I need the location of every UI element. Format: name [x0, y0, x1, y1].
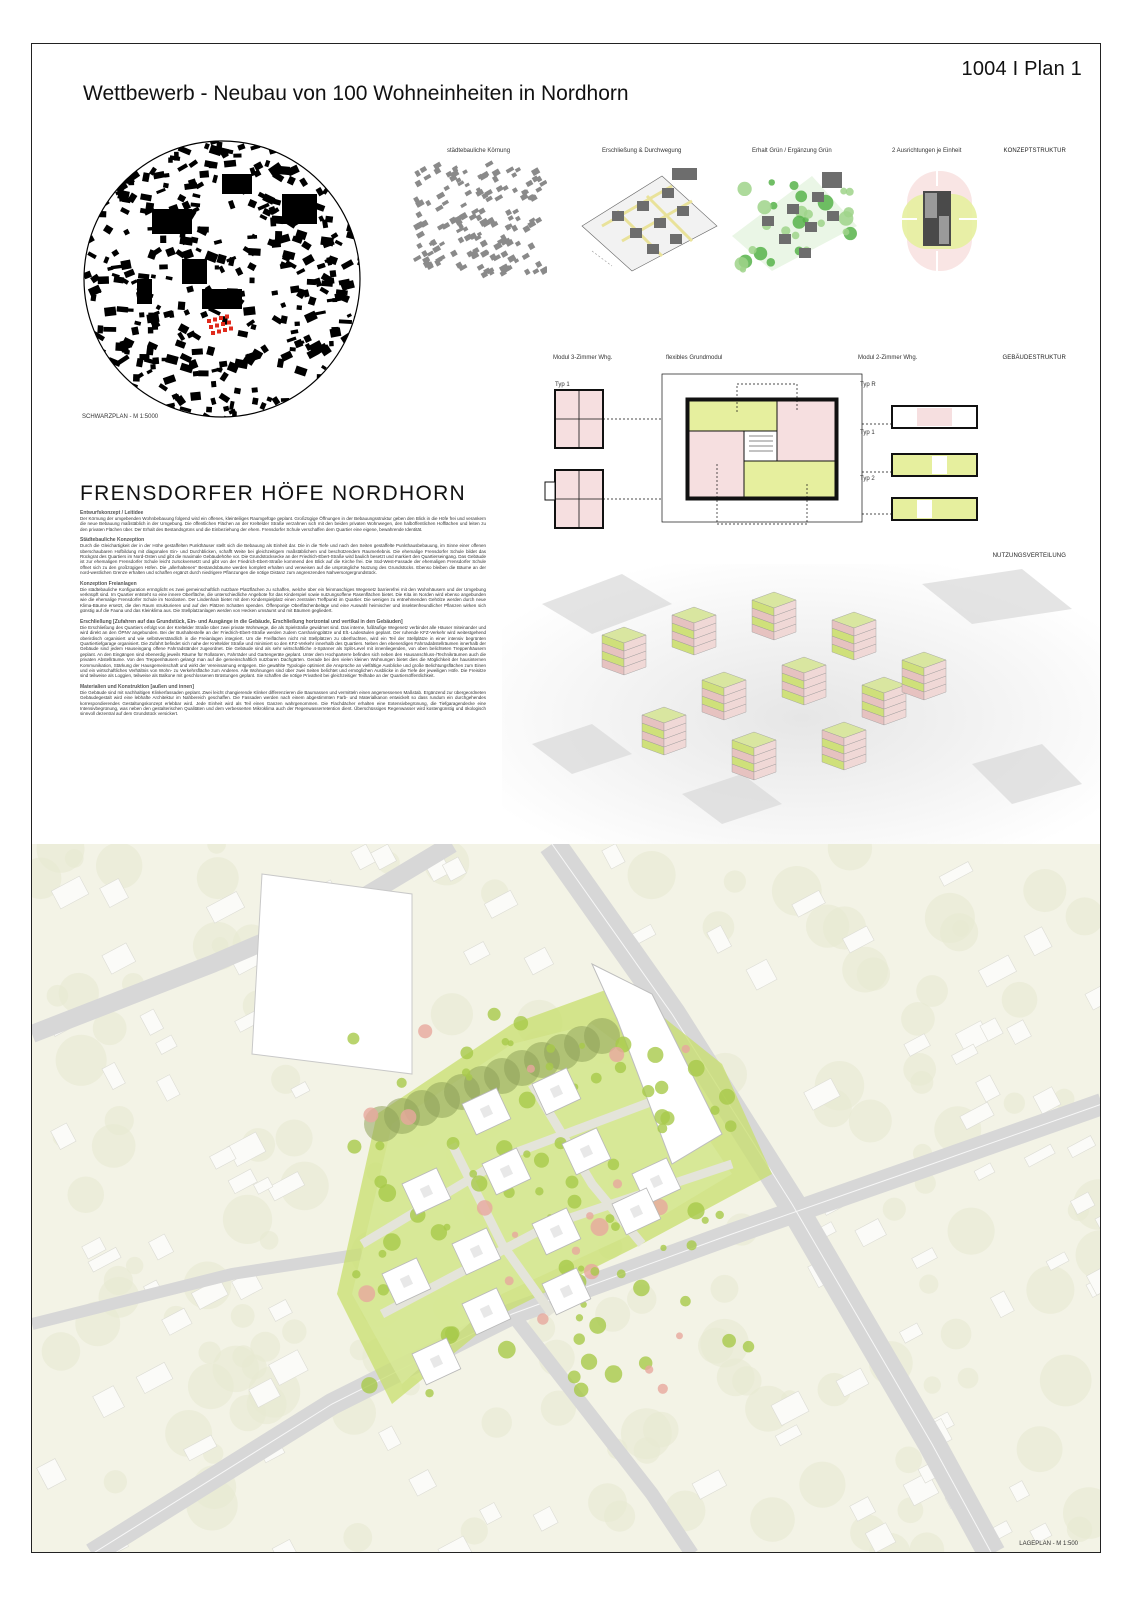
- diagram-koernung-graphic: [407, 159, 547, 279]
- project-title: FRENSDORFER HÖFE NORDHORN: [80, 482, 467, 505]
- section-freianlagen-heading: Konzeption Freianlagen: [80, 580, 137, 587]
- axonometric-graphic: [502, 564, 1101, 844]
- section-erschliessung-heading: Erschließung [Zufahren auf das Grundstück, Ein- und Ausgänge in die Gebäude, Erschließung horizontal und vertikal in den Gebäuden]: [80, 618, 403, 625]
- schwarzplan-map: [82, 139, 362, 419]
- diagram-gruen: [717, 156, 867, 281]
- grundriss-graphic: [537, 364, 1007, 534]
- konzept-label-erschliessung: Erschließung & Durchwegung: [602, 148, 682, 154]
- type-left-1-label: Typ 1: [555, 382, 570, 388]
- section-materialien-heading: Materialien und Konstruktion [außen und innen]: [80, 683, 194, 690]
- module-center-label: flexibles Grundmodul: [666, 355, 723, 361]
- diagram-gruen-graphic: [717, 156, 867, 281]
- konzept-label-koernung: städtebauliche Körnung: [447, 148, 511, 154]
- section-staedtebau-text: Durch die Gleichartigkeit der in der Höhe gestaffelten Punkthäuser stellt sich die Bebauung als Einheit dar. Die in die Tiefe und nach den Seiten gestaffelte Punkthausbebauung, im Sinne einer offenen überschaubaren Hofbildung mit diagonalen Ein- und Durchblicken, schafft Weite bei gleichzeitigem maßstäblichem und beschützendem Raumerlebnis. Die ehemalige Frensdorfer Schule bildet das Rückgrat des Quartiers im Nord-Osten und gibt die maximale Gebäudehöhe vor. Die Grundstücksecke an der Friedrich-Ebert-Straße wird baulich besetzt und markiert den Quartierseingang. Das Gebäude ist zur ehemaligen Frensdorfer Schule leicht zurückversetzt und gibt von der Friedrich-Ebert-Straße kommend den Blick auf die Kirche frei. Die Süd-West-Fassade der ehemaligen Frensdorfer Schule öffnet sich zu den großzügigen Höfen. Die „allerhaltenen“ Bestandsbäume werden komplett erhalten und verweisen auf die ursprüngliche Nutzung des Grundstücks. Ebenso bleiben die Bäume an der nord-westlichen Grenze erhalten und schaffen ergänzt durch niedrigere Pflanzungen die nötige Distanz zum angrenzenden Nahversorgergrundstück.: [80, 543, 486, 576]
- type-right-3-label: Typ 2: [860, 476, 875, 482]
- schwarzplan-figure: [82, 139, 362, 419]
- gebaeude-section-label: GEBÄUDESTRUKTUR: [1002, 355, 1066, 361]
- section-erschliessung-text: Die Erschließung des Quartiers erfolgt von der Kreltelder Straße über zwei private Wohnwege, die als Spielstraße gewidmet sind. Das interne, fußläufige Wegenetz verbindet alle Häuser miteinander und wird direkt an den ÖPNV angebunden. Bei der Bushaltestelle an der Friedrich-Ebert-Straße werden zudem Carsharingplätze und Elt.-Ladesäulen geplant. Der ruhende KFZ-Verkehr wird weitestgehend oberirdisch organisiert und wie selbstverständlich in die Freianlagen integriert. Um die Freiflächen nicht mit Stellplätzen zu überfrachten, wird ein Teil der Stellplätze in einer intensiv begrünten Quartiertiefgarage organisiert. Die Zufahrt befindet sich nahe der Kreltelder Straße und minimiert so den KFZ-Verkehr innerhalb des Quartiers. Neben den ebenerdigen Fahrradabstellräumen innerhalb der Gebäude sind jedem Hauseingang offene Fahrradständer zugeordnet. Die Gebäude sind als sehr wirtschaftliche 4-Spänner als Split-Level mit innenliegenden, von oben belichteten Treppenhäusern geplant. An den Eingängen sind ebenerdig jeweils Räume für Rollatoren, Fahrräder und Gartengeräte geplant. Unter dem Hochparterre befinden sich neben den Hausanschluss-/Technikräumen auch die privaten Abstellräume. Von den Treppenhäusern gelangt man auf die gemeinschaftlich nutzbaren Dachgärten. Gerade bei den vielen kleinen Wohnungen bietet dies die Möglichkeit der hausinternen Kommunikation, Stärkung der Hausgemeinschaft und wirkt der Vereinsamung entgegen. Die gewählte Typologie optimiert die Ansprüche an vielfältige Ausblicke und große Belichtungsflächen zum Einen und ein wirtschaftliches Verhältnis von Wohn- zu Verkehrsfläche zum Anderen. Alle Wohnungen sind über zwei Seiten belichtet und ermöglichen Ausblicke in die Tiefe der jeweiligen Höfe. Die Freisitze sind teilweise als Loggien, teilweise als Balkone mit geschlossenen Brüstungen geplant. Sie schaffen die nötige Privatheit bei gleichzeitiger Teilhabe an der Quartiersöffentlichkeit.: [80, 624, 486, 679]
- module-left-label: Modul 3-Zimmer Whg.: [553, 355, 613, 361]
- lageplan-caption: LAGEPLAN - M 1:500: [1019, 1541, 1078, 1547]
- diagram-erschliessung: [572, 156, 722, 276]
- section-materialien: [80, 684, 486, 717]
- type-right-2-label: Typ 1: [860, 430, 875, 436]
- plan-number: 1004 I Plan 1: [961, 58, 1082, 80]
- schwarzplan-caption: SCHWARZPLAN - M 1:5000: [82, 414, 159, 420]
- konzept-label-gruen: Erhalt Grün / Ergänzung Grün: [752, 148, 832, 154]
- module-right-label: Modul 2-Zimmer Whg.: [858, 355, 918, 361]
- section-erschliessung: [80, 619, 486, 679]
- section-staedtebau: [80, 537, 486, 575]
- axonometric-view: [502, 564, 1101, 844]
- nutzung-section-label: NUTZUNGSVERTEILUNG: [992, 553, 1066, 559]
- diagram-erschliessung-graphic: [572, 156, 722, 276]
- diagram-ausrichtung: [887, 156, 997, 281]
- grundriss-diagram: [537, 364, 1007, 534]
- section-entwurf: [80, 510, 486, 532]
- section-entwurf-heading: Entwurfskonzept / Leitidee: [80, 510, 144, 516]
- type-right-1-label: Typ R: [860, 382, 876, 388]
- poster-frame: [31, 43, 1101, 1553]
- diagram-koernung: [407, 159, 547, 279]
- competition-title: Wettbewerb - Neubau von 100 Wohneinheiten in Nordhorn: [83, 82, 629, 105]
- lageplan-site-plan: [32, 844, 1101, 1553]
- diagram-ausrichtung-graphic: [887, 156, 997, 281]
- section-materialien-text: Die Gebäude sind mit nachhaltigen Klinkerfassaden geplant. Zwei leicht changierende Klinker differenzieren die Baumassen und vermitteln einen angemessenen Maßstab. Ergänzend zur übergeordneten Gebäudegestalt wird eine lebhafte Architektur im Nahbereich geschaffen. Die Fassaden werden nach einem abgestimmten Farb- und Materialkanon entwickelt so dass rundum ein durchgehendes korrespondierendes Gestaltungskonzept erlebbar wird. Jede Einheit wird als Teil eines Ganzen wahrgenommen. Die Flachdächer erhalten eine Extensivbegrünung, die Tiefgaragendecke eine Intensivbegrünung, was neben den gestalterischen Qualitäten und dem verbesserten Mikroklima auch der Regenwasserretention dient. Überschüssiges Regenwasser wird kostengünstig und ökologisch sinnvoll dezentral auf dem Grundstück versickert.: [80, 689, 486, 717]
- konzept-section-label: KONZEPTSTRUKTUR: [1003, 148, 1066, 154]
- konzept-label-ausrichtung: 2 Ausrichtungen je Einheit: [892, 148, 962, 154]
- section-staedtebau-heading: Städtebauliche Konzeption: [80, 537, 145, 544]
- section-entwurf-text: Der Körnung der umgebenden Wohnbebauung folgend wird ein offenes, kleinteiliges Raumgefüge geplant. Großzügige Öffnungen in der Bebauungsstruktur geben den Blick in die Höfe frei und verankern die neue Bebauung maßstäblich in der Umgebung. Die öffentlichen Flächen an der Kreltelder Straße verzahnen sich mit den beiden privaten Wohnwegen, den halböffentlichen Hofflächen und leiten zu den privaten Flächen über. Der Erhalt des Bestandsgrüns und die Einbeziehung der ehem. Frensdorfer Schule verschaffen dem Quartier eine eigene, bewahrende Identität.: [80, 516, 486, 532]
- section-freianlagen-text: Die städtebauliche Konfiguration ermöglicht es zwei gemeinschaftlich nutzbare Platzflächen zu schaffen, welche über ein feinmaschiges Wegenetz barrierefrei mit den Wohnhäusern und der Umgebung verknüpft sind. Im Quartier entsteht so eine innere Oberfläche, die unterschiedliche Angebote für das Kinderspiel sowie nutzungsoffene Rasenflächen bietet. Die Kita im Norden wird ebenso angebunden wie die ehemalige Frensdorfer Schule im Nordosten. Der Lindenhain bietet mit dem Kinderspielplatz einen zentralen Treffpunkt im Quartier. Die wenigen zu entnehmenden Gehölze werden durch neue Klima-Bäume ersetzt, die den Raum strukturieren und auf den Plätzen Schatten spenden. Öffenporige Oberflächenbeläge und eine Auswahl heimischer und insektenfreundlicher Pflanzen wirken sich günstig auf die Fauna und das Kleinklima aus. Die Stellplatzanlagen werden von Hecken umsäumt und mit Bäumen gegliedert.: [80, 586, 486, 614]
- section-freianlagen: [80, 581, 486, 614]
- lageplan-graphic: [32, 844, 1101, 1553]
